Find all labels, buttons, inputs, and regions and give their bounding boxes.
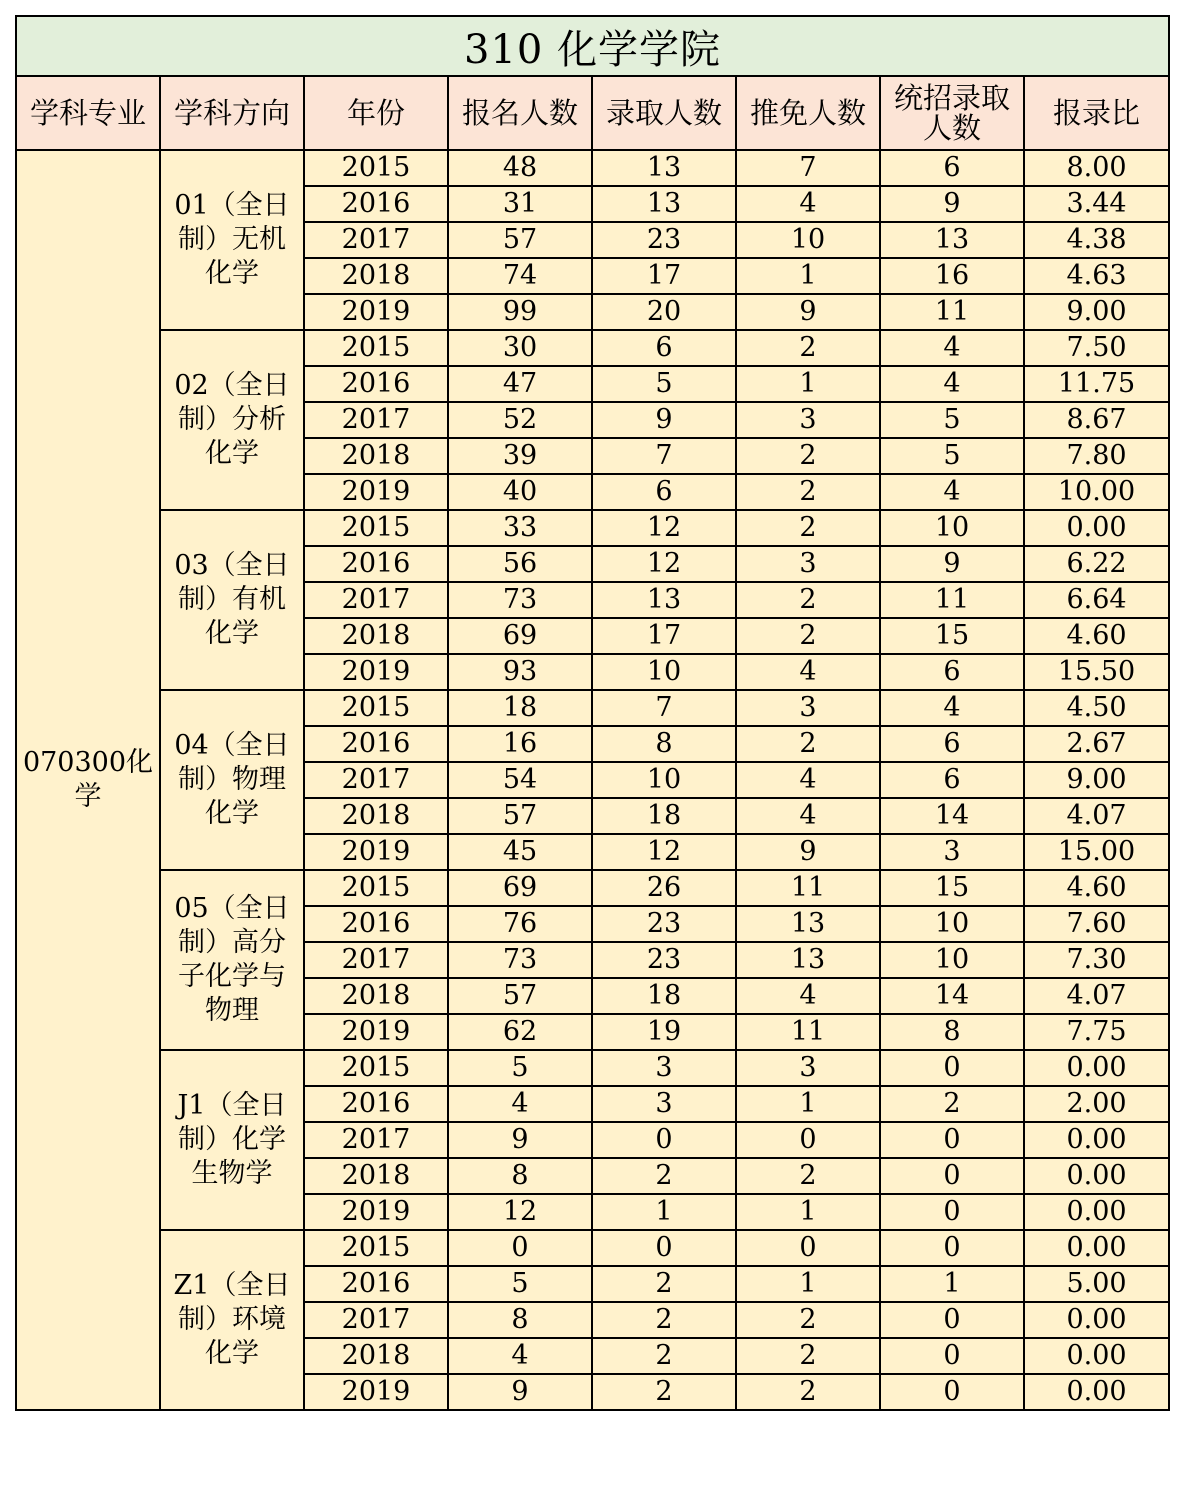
admitted-cell: 2 xyxy=(592,1266,736,1302)
direction-cell: J1（全日制）化学生物学 xyxy=(160,1050,304,1230)
applicants-cell: 73 xyxy=(448,582,592,618)
admitted-cell: 3 xyxy=(592,1086,736,1122)
recommended-cell: 13 xyxy=(736,942,880,978)
unified-admitted-cell: 4 xyxy=(880,366,1024,402)
year-cell: 2017 xyxy=(304,942,448,978)
applicants-cell: 56 xyxy=(448,546,592,582)
ratio-cell: 0.00 xyxy=(1024,1338,1169,1374)
direction-cell: 02（全日制）分析化学 xyxy=(160,330,304,510)
recommended-cell: 3 xyxy=(736,690,880,726)
unified-admitted-cell: 6 xyxy=(880,762,1024,798)
unified-admitted-cell: 4 xyxy=(880,474,1024,510)
header-row xyxy=(16,76,1169,150)
unified-admitted-cell: 4 xyxy=(880,330,1024,366)
year-cell: 2019 xyxy=(304,1194,448,1230)
applicants-cell: 0 xyxy=(448,1230,592,1266)
recommended-cell: 4 xyxy=(736,186,880,222)
page-title: 310 化学学院 xyxy=(16,16,1169,76)
unified-admitted-cell: 0 xyxy=(880,1122,1024,1158)
unified-admitted-cell: 6 xyxy=(880,654,1024,690)
ratio-cell: 4.50 xyxy=(1024,690,1169,726)
unified-admitted-cell: 6 xyxy=(880,726,1024,762)
recommended-cell: 1 xyxy=(736,1086,880,1122)
admitted-cell: 13 xyxy=(592,582,736,618)
applicants-cell: 57 xyxy=(448,222,592,258)
recommended-cell: 3 xyxy=(736,402,880,438)
recommended-cell: 11 xyxy=(736,870,880,906)
recommended-cell: 1 xyxy=(736,258,880,294)
unified-admitted-cell: 0 xyxy=(880,1194,1024,1230)
recommended-cell: 4 xyxy=(736,978,880,1014)
recommended-cell: 3 xyxy=(736,546,880,582)
year-cell: 2018 xyxy=(304,798,448,834)
year-cell: 2019 xyxy=(304,834,448,870)
year-cell: 2015 xyxy=(304,1050,448,1086)
admitted-cell: 17 xyxy=(592,618,736,654)
ratio-cell: 8.67 xyxy=(1024,402,1169,438)
year-cell: 2017 xyxy=(304,1122,448,1158)
unified-admitted-cell: 14 xyxy=(880,798,1024,834)
ratio-cell: 7.30 xyxy=(1024,942,1169,978)
recommended-cell: 2 xyxy=(736,618,880,654)
ratio-cell: 2.00 xyxy=(1024,1086,1169,1122)
ratio-cell: 11.75 xyxy=(1024,366,1169,402)
applicants-cell: 48 xyxy=(448,150,592,186)
admitted-cell: 2 xyxy=(592,1374,736,1410)
applicants-cell: 4 xyxy=(448,1338,592,1374)
recommended-cell: 2 xyxy=(736,582,880,618)
ratio-cell: 7.80 xyxy=(1024,438,1169,474)
direction-cell: 04（全日制）物理化学 xyxy=(160,690,304,870)
admitted-cell: 10 xyxy=(592,654,736,690)
year-cell: 2018 xyxy=(304,978,448,1014)
recommended-cell: 2 xyxy=(736,474,880,510)
applicants-cell: 52 xyxy=(448,402,592,438)
year-cell: 2019 xyxy=(304,654,448,690)
admitted-cell: 13 xyxy=(592,186,736,222)
admitted-cell: 6 xyxy=(592,474,736,510)
unified-admitted-cell: 6 xyxy=(880,150,1024,186)
admitted-cell: 9 xyxy=(592,402,736,438)
recommended-cell: 1 xyxy=(736,1266,880,1302)
direction-cell: 05（全日制）高分子化学与物理 xyxy=(160,870,304,1050)
unified-admitted-cell: 9 xyxy=(880,546,1024,582)
year-cell: 2019 xyxy=(304,474,448,510)
header-ratio: 报录比 xyxy=(1024,76,1169,150)
admitted-cell: 7 xyxy=(592,690,736,726)
unified-admitted-cell: 10 xyxy=(880,942,1024,978)
admitted-cell: 2 xyxy=(592,1158,736,1194)
unified-admitted-cell: 0 xyxy=(880,1050,1024,1086)
admitted-cell: 0 xyxy=(592,1230,736,1266)
applicants-cell: 54 xyxy=(448,762,592,798)
applicants-cell: 40 xyxy=(448,474,592,510)
year-cell: 2015 xyxy=(304,150,448,186)
applicants-cell: 62 xyxy=(448,1014,592,1050)
year-cell: 2018 xyxy=(304,258,448,294)
unified-admitted-cell: 15 xyxy=(880,618,1024,654)
applicants-cell: 39 xyxy=(448,438,592,474)
applicants-cell: 33 xyxy=(448,510,592,546)
applicants-cell: 76 xyxy=(448,906,592,942)
recommended-cell: 2 xyxy=(736,726,880,762)
unified-admitted-cell: 0 xyxy=(880,1230,1024,1266)
applicants-cell: 73 xyxy=(448,942,592,978)
recommended-cell: 2 xyxy=(736,1158,880,1194)
applicants-cell: 16 xyxy=(448,726,592,762)
admitted-cell: 10 xyxy=(592,762,736,798)
year-cell: 2015 xyxy=(304,870,448,906)
unified-admitted-cell: 2 xyxy=(880,1086,1024,1122)
admitted-cell: 5 xyxy=(592,366,736,402)
ratio-cell: 0.00 xyxy=(1024,1374,1169,1410)
table-row xyxy=(16,870,1169,906)
ratio-cell: 4.60 xyxy=(1024,870,1169,906)
ratio-cell: 7.50 xyxy=(1024,330,1169,366)
recommended-cell: 2 xyxy=(736,330,880,366)
header-applicants: 报名人数 xyxy=(448,76,592,150)
ratio-cell: 9.00 xyxy=(1024,294,1169,330)
applicants-cell: 45 xyxy=(448,834,592,870)
applicants-cell: 69 xyxy=(448,870,592,906)
recommended-cell: 4 xyxy=(736,762,880,798)
admitted-cell: 13 xyxy=(592,150,736,186)
applicants-cell: 99 xyxy=(448,294,592,330)
year-cell: 2018 xyxy=(304,438,448,474)
admitted-cell: 6 xyxy=(592,330,736,366)
year-cell: 2017 xyxy=(304,222,448,258)
unified-admitted-cell: 0 xyxy=(880,1302,1024,1338)
ratio-cell: 0.00 xyxy=(1024,1194,1169,1230)
year-cell: 2019 xyxy=(304,1374,448,1410)
recommended-cell: 0 xyxy=(736,1122,880,1158)
ratio-cell: 9.00 xyxy=(1024,762,1169,798)
unified-admitted-cell: 15 xyxy=(880,870,1024,906)
recommended-cell: 9 xyxy=(736,834,880,870)
year-cell: 2017 xyxy=(304,1302,448,1338)
recommended-cell: 9 xyxy=(736,294,880,330)
year-cell: 2019 xyxy=(304,1014,448,1050)
ratio-cell: 7.75 xyxy=(1024,1014,1169,1050)
applicants-cell: 31 xyxy=(448,186,592,222)
admitted-cell: 7 xyxy=(592,438,736,474)
direction-cell: Z1（全日制）环境化学 xyxy=(160,1230,304,1410)
ratio-cell: 2.67 xyxy=(1024,726,1169,762)
applicants-cell: 47 xyxy=(448,366,592,402)
recommended-cell: 0 xyxy=(736,1230,880,1266)
recommended-cell: 7 xyxy=(736,150,880,186)
year-cell: 2015 xyxy=(304,1230,448,1266)
recommended-cell: 1 xyxy=(736,1194,880,1230)
ratio-cell: 15.50 xyxy=(1024,654,1169,690)
table-row xyxy=(16,690,1169,726)
table-row xyxy=(16,1050,1169,1086)
ratio-cell: 5.00 xyxy=(1024,1266,1169,1302)
applicants-cell: 9 xyxy=(448,1374,592,1410)
ratio-cell: 0.00 xyxy=(1024,510,1169,546)
recommended-cell: 4 xyxy=(736,654,880,690)
admitted-cell: 12 xyxy=(592,510,736,546)
applicants-cell: 57 xyxy=(448,798,592,834)
year-cell: 2018 xyxy=(304,1158,448,1194)
year-cell: 2016 xyxy=(304,546,448,582)
admitted-cell: 1 xyxy=(592,1194,736,1230)
unified-admitted-cell: 5 xyxy=(880,438,1024,474)
admitted-cell: 20 xyxy=(592,294,736,330)
admitted-cell: 8 xyxy=(592,726,736,762)
applicants-cell: 69 xyxy=(448,618,592,654)
applicants-cell: 93 xyxy=(448,654,592,690)
recommended-cell: 1 xyxy=(736,366,880,402)
ratio-cell: 15.00 xyxy=(1024,834,1169,870)
ratio-cell: 6.22 xyxy=(1024,546,1169,582)
year-cell: 2017 xyxy=(304,762,448,798)
admitted-cell: 23 xyxy=(592,906,736,942)
table-row xyxy=(16,510,1169,546)
direction-cell: 03（全日制）有机化学 xyxy=(160,510,304,690)
ratio-cell: 0.00 xyxy=(1024,1302,1169,1338)
admitted-cell: 17 xyxy=(592,258,736,294)
direction-cell: 01（全日制）无机化学 xyxy=(160,150,304,330)
recommended-cell: 2 xyxy=(736,510,880,546)
ratio-cell: 0.00 xyxy=(1024,1122,1169,1158)
unified-admitted-cell: 1 xyxy=(880,1266,1024,1302)
applicants-cell: 12 xyxy=(448,1194,592,1230)
unified-admitted-cell: 16 xyxy=(880,258,1024,294)
header-admitted: 录取人数 xyxy=(592,76,736,150)
table-row xyxy=(16,150,1169,186)
unified-admitted-cell: 0 xyxy=(880,1374,1024,1410)
unified-admitted-cell: 9 xyxy=(880,186,1024,222)
admission-table xyxy=(15,15,1170,1411)
unified-admitted-cell: 10 xyxy=(880,906,1024,942)
ratio-cell: 4.63 xyxy=(1024,258,1169,294)
header-year: 年份 xyxy=(304,76,448,150)
admitted-cell: 12 xyxy=(592,834,736,870)
admitted-cell: 18 xyxy=(592,978,736,1014)
recommended-cell: 2 xyxy=(736,1374,880,1410)
ratio-cell: 0.00 xyxy=(1024,1158,1169,1194)
table-row xyxy=(16,1230,1169,1266)
year-cell: 2015 xyxy=(304,690,448,726)
applicants-cell: 5 xyxy=(448,1266,592,1302)
year-cell: 2017 xyxy=(304,582,448,618)
title-row xyxy=(16,16,1169,76)
unified-admitted-cell: 11 xyxy=(880,582,1024,618)
admitted-cell: 26 xyxy=(592,870,736,906)
year-cell: 2016 xyxy=(304,726,448,762)
applicants-cell: 5 xyxy=(448,1050,592,1086)
admitted-cell: 0 xyxy=(592,1122,736,1158)
unified-admitted-cell: 11 xyxy=(880,294,1024,330)
ratio-cell: 7.60 xyxy=(1024,906,1169,942)
recommended-cell: 11 xyxy=(736,1014,880,1050)
applicants-cell: 4 xyxy=(448,1086,592,1122)
header-direction: 学科方向 xyxy=(160,76,304,150)
admitted-cell: 18 xyxy=(592,798,736,834)
ratio-cell: 4.07 xyxy=(1024,798,1169,834)
admitted-cell: 2 xyxy=(592,1302,736,1338)
ratio-cell: 0.00 xyxy=(1024,1230,1169,1266)
ratio-cell: 6.64 xyxy=(1024,582,1169,618)
ratio-cell: 10.00 xyxy=(1024,474,1169,510)
unified-admitted-cell: 3 xyxy=(880,834,1024,870)
year-cell: 2016 xyxy=(304,1266,448,1302)
admitted-cell: 3 xyxy=(592,1050,736,1086)
unified-admitted-cell: 0 xyxy=(880,1158,1024,1194)
applicants-cell: 57 xyxy=(448,978,592,1014)
major-cell: 070300化学 xyxy=(16,150,160,1410)
year-cell: 2018 xyxy=(304,1338,448,1374)
year-cell: 2016 xyxy=(304,906,448,942)
table-row xyxy=(16,330,1169,366)
header-unified-admitted xyxy=(880,76,1024,150)
year-cell: 2018 xyxy=(304,618,448,654)
recommended-cell: 2 xyxy=(736,438,880,474)
unified-admitted-cell: 13 xyxy=(880,222,1024,258)
year-cell: 2016 xyxy=(304,366,448,402)
unified-admitted-cell: 0 xyxy=(880,1338,1024,1374)
year-cell: 2015 xyxy=(304,330,448,366)
header-unified-admitted-label: 统招录取人数 xyxy=(893,80,1010,145)
applicants-cell: 30 xyxy=(448,330,592,366)
header-major: 学科专业 xyxy=(16,76,160,150)
recommended-cell: 2 xyxy=(736,1302,880,1338)
unified-admitted-cell: 8 xyxy=(880,1014,1024,1050)
admitted-cell: 12 xyxy=(592,546,736,582)
recommended-cell: 4 xyxy=(736,798,880,834)
applicants-cell: 9 xyxy=(448,1122,592,1158)
applicants-cell: 18 xyxy=(448,690,592,726)
year-cell: 2019 xyxy=(304,294,448,330)
ratio-cell: 8.00 xyxy=(1024,150,1169,186)
admitted-cell: 2 xyxy=(592,1338,736,1374)
unified-admitted-cell: 4 xyxy=(880,690,1024,726)
unified-admitted-cell: 14 xyxy=(880,978,1024,1014)
recommended-cell: 2 xyxy=(736,1338,880,1374)
recommended-cell: 10 xyxy=(736,222,880,258)
header-recommended: 推免人数 xyxy=(736,76,880,150)
admitted-cell: 23 xyxy=(592,942,736,978)
recommended-cell: 3 xyxy=(736,1050,880,1086)
year-cell: 2015 xyxy=(304,510,448,546)
applicants-cell: 8 xyxy=(448,1158,592,1194)
applicants-cell: 74 xyxy=(448,258,592,294)
unified-admitted-cell: 5 xyxy=(880,402,1024,438)
year-cell: 2017 xyxy=(304,402,448,438)
ratio-cell: 4.60 xyxy=(1024,618,1169,654)
ratio-cell: 4.07 xyxy=(1024,978,1169,1014)
applicants-cell: 8 xyxy=(448,1302,592,1338)
admitted-cell: 23 xyxy=(592,222,736,258)
ratio-cell: 3.44 xyxy=(1024,186,1169,222)
ratio-cell: 4.38 xyxy=(1024,222,1169,258)
year-cell: 2016 xyxy=(304,186,448,222)
unified-admitted-cell: 10 xyxy=(880,510,1024,546)
recommended-cell: 13 xyxy=(736,906,880,942)
ratio-cell: 0.00 xyxy=(1024,1050,1169,1086)
year-cell: 2016 xyxy=(304,1086,448,1122)
admitted-cell: 19 xyxy=(592,1014,736,1050)
